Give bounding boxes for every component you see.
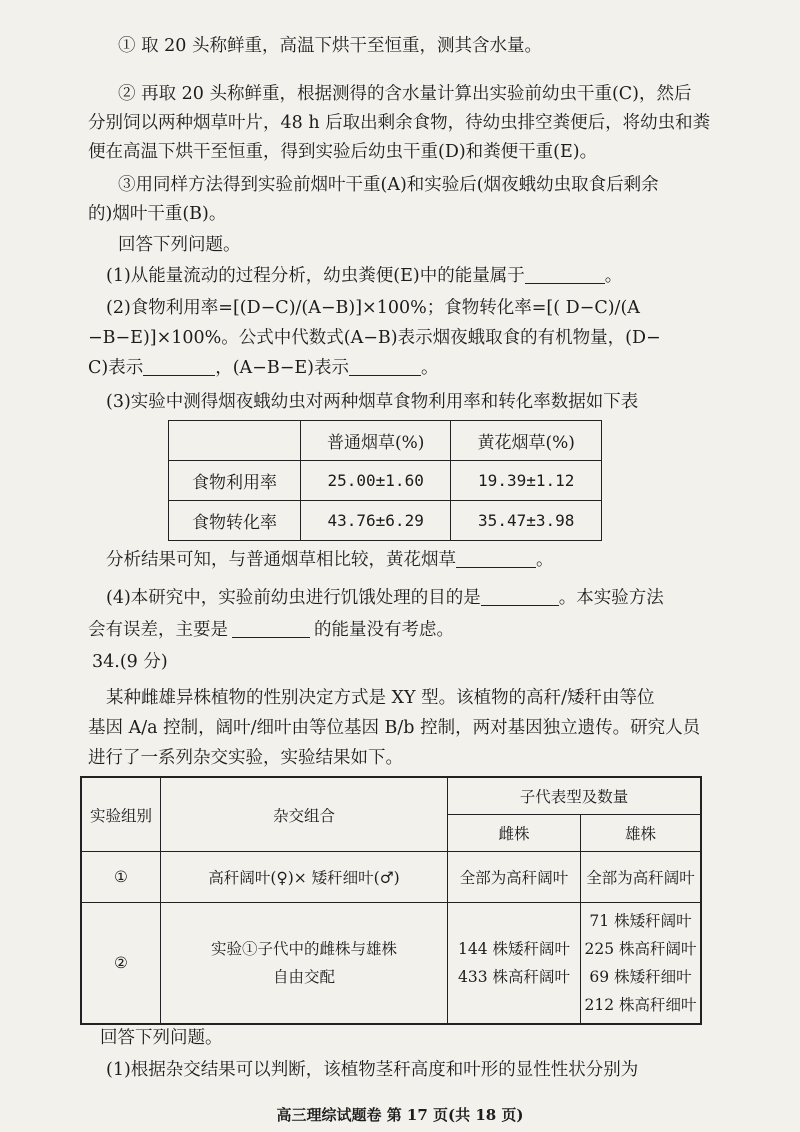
question-2-blanks: C)表示 ，(A−B−E)表示 。 xyxy=(88,358,439,378)
step-2: ② 再取 20 头称鲜重，根据测得的含水量计算出实验前幼虫干重(C)，然后 xyxy=(118,84,692,104)
table-row xyxy=(169,461,602,501)
step-2-cont-1: 分别饲以两种烟草叶片，48 h 后取出剩余食物，待幼虫排空粪便后，将幼虫和粪 xyxy=(88,113,711,133)
header-male: 雄株 xyxy=(581,815,702,852)
group-cell: ① xyxy=(81,852,161,903)
answer-blank-6[interactable] xyxy=(232,620,310,638)
header-cross: 杂交组合 xyxy=(161,777,448,852)
q34-intro-3: 进行了一系列杂交实验，实验结果如下。 xyxy=(88,748,403,768)
table-row xyxy=(81,852,701,903)
table-header-cell: 普通烟草(%) xyxy=(300,421,451,461)
answer-blank-1[interactable] xyxy=(525,266,605,284)
table-header-cell: 黄花烟草(%) xyxy=(451,421,602,461)
q34-intro-1: 某种雌雄异株植物的性别决定方式是 XY 型。该植物的高秆/矮秆由等位 xyxy=(106,688,655,708)
step-3: ③用同样方法得到实验前烟叶干重(A)和实验后(烟夜蛾幼虫取食后剩余 xyxy=(118,175,659,195)
header-female: 雌株 xyxy=(448,815,581,852)
cross-cell: 高秆阔叶(♀)× 矮秆细叶(♂) xyxy=(161,852,448,903)
answer-blank-2[interactable] xyxy=(143,358,215,376)
answer-prompt: 回答下列问题。 xyxy=(118,235,241,255)
q34-question-1: (1)根据杂交结果可以判断，该植物茎秆高度和叶形的显性性状分别为 xyxy=(106,1060,639,1080)
male-cell: 71 株矮秆阔叶 225 株高秆阔叶 69 株矮秆细叶 212 株高秆细叶 xyxy=(581,903,702,1025)
male-cell: 全部为高秆阔叶 xyxy=(581,852,702,903)
answer-blank-3[interactable] xyxy=(349,358,421,376)
group-cell: ② xyxy=(81,903,161,1025)
question-3-analysis: 分析结果可知，与普通烟草相比较，黄花烟草 。 xyxy=(106,550,554,570)
table-header-row xyxy=(169,421,602,461)
step-2-cont-2: 便在高温下烘干至恒重，得到实验后幼虫干重(D)和粪便干重(E)。 xyxy=(88,142,598,162)
table-cell: 35.47±3.98 xyxy=(451,501,602,541)
table-header-cell xyxy=(169,421,301,461)
row-label: 食物利用率 xyxy=(169,461,301,501)
table-row xyxy=(81,903,701,1025)
table-cell: 43.76±6.29 xyxy=(300,501,451,541)
table-row xyxy=(169,501,602,541)
question-4: (4)本研究中，实验前幼虫进行饥饿处理的目的是 。本实验方法 xyxy=(106,588,664,608)
question-3: (3)实验中测得烟夜蛾幼虫对两种烟草食物利用率和转化率数据如下表 xyxy=(106,392,639,412)
answer-prompt-2: 回答下列问题。 xyxy=(100,1028,223,1048)
question-2-cont: −B−E)]×100%。公式中代数式(A−B)表示烟夜蛾取食的有机物量，(D− xyxy=(88,328,661,348)
step-1: ① 取 20 头称鲜重，高温下烘干至恒重，测其含水量。 xyxy=(118,36,542,56)
table-cell: 25.00±1.60 xyxy=(300,461,451,501)
food-rate-table xyxy=(168,420,602,541)
female-cell: 全部为高秆阔叶 xyxy=(448,852,581,903)
female-cell: 144 株矮秆阔叶 433 株高秆阔叶 xyxy=(448,903,581,1025)
question-34-heading: 34.(9 分) xyxy=(92,652,168,672)
question-1: (1)从能量流动的过程分析，幼虫粪便(E)中的能量属于 。 xyxy=(106,266,623,286)
page-footer: 高三理综试题卷 第 17 页(共 18 页) xyxy=(276,1106,524,1124)
cross-cell: 实验①子代中的雌株与雄株 自由交配 xyxy=(161,903,448,1025)
header-group: 实验组别 xyxy=(81,777,161,852)
table-cell: 19.39±1.12 xyxy=(451,461,602,501)
question-2: (2)食物利用率=[(D−C)/(A−B)]×100%；食物转化率=[( D−C)/(A xyxy=(106,298,640,318)
row-label: 食物转化率 xyxy=(169,501,301,541)
cross-experiment-table xyxy=(80,776,702,1025)
step-3-cont: 的)烟叶干重(B)。 xyxy=(88,204,227,224)
question-4-cont: 会有误差，主要是 的能量没有考虑。 xyxy=(88,620,454,640)
q34-intro-2: 基因 A/a 控制，阔叶/细叶由等位基因 B/b 控制，两对基因独立遗传。研究人员 xyxy=(88,718,701,738)
question-1-text: (1)从能量流动的过程分析，幼虫粪便(E)中的能量属于 xyxy=(106,266,525,286)
answer-blank-5[interactable] xyxy=(481,588,559,606)
header-offspring: 子代表型及数量 xyxy=(448,777,702,815)
answer-blank-4[interactable] xyxy=(456,550,536,568)
